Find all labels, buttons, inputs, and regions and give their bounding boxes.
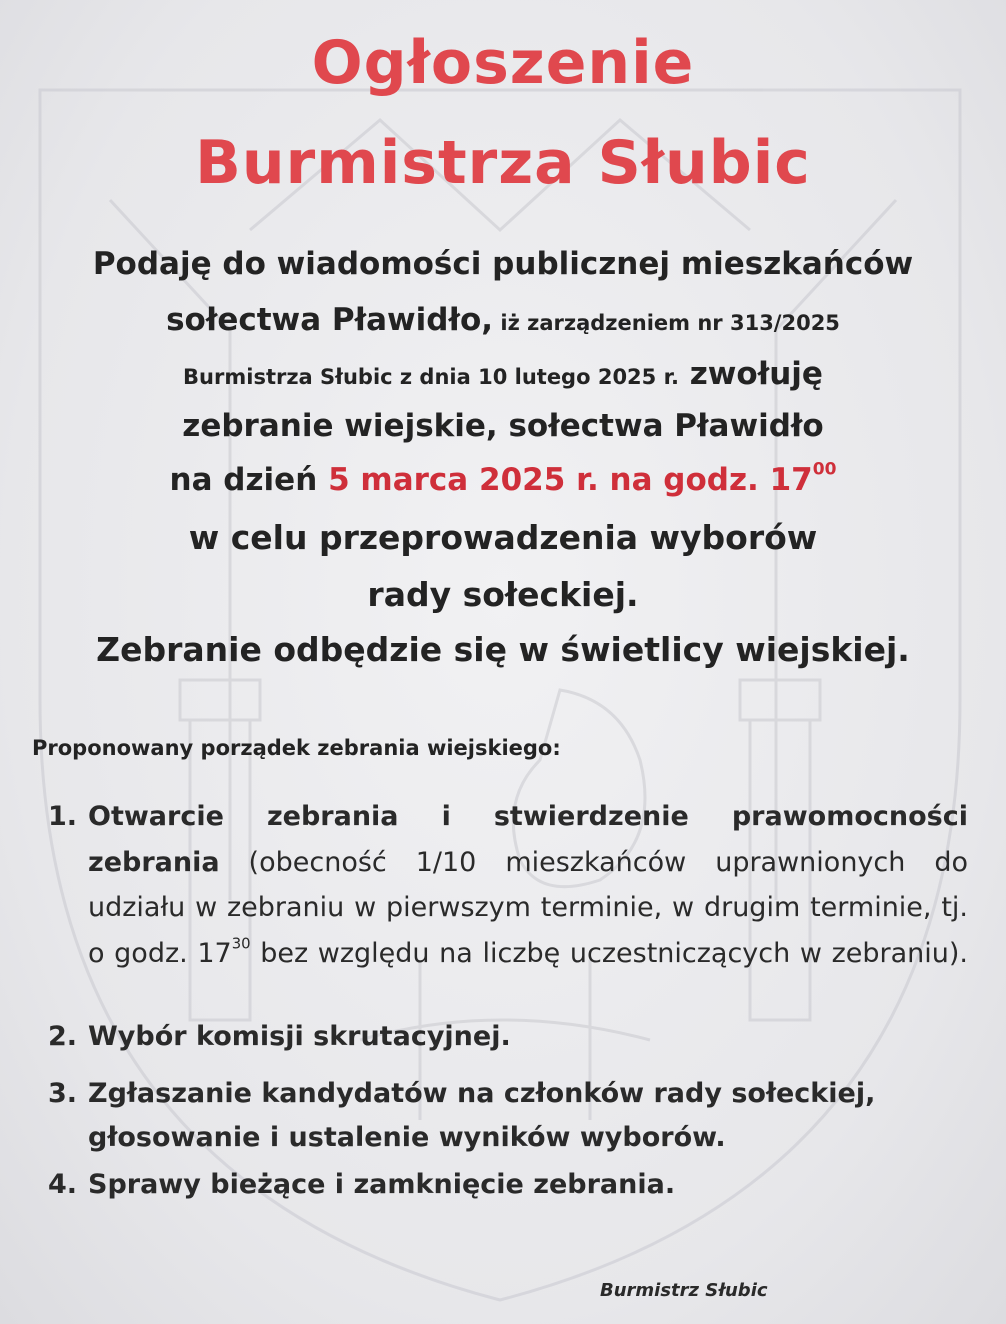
convene-word: zwołuję [678, 356, 823, 392]
signature: Burmistrz Słubic [600, 1280, 768, 1301]
announcement-line-7: rady sołeckiej. [367, 575, 639, 614]
meeting-date: 5 marca 2025 r. na godz. 17 [328, 462, 813, 498]
meeting-minutes: 00 [812, 459, 837, 480]
agenda-item-minutes: 30 [231, 934, 251, 953]
agenda-item-number: 2. [48, 1021, 78, 1052]
agenda-item-lead: Otwarcie zebrania i stwierdzenie prawomocności zebrania [88, 801, 968, 878]
agenda-item-detail: (obecność 1/10 mieszkańców uprawnionych do udziału w zebraniu w pierwszym terminie, w drugim terminie, tj. o godz. 17 [88, 846, 968, 969]
announcement-line-3 [0, 356, 1006, 392]
date-prefix: na dzień [169, 462, 329, 498]
agenda-item-1 [48, 794, 968, 976]
agenda-item-2 [48, 1018, 968, 1056]
agenda-item-number: 1. [48, 801, 78, 832]
announcement-line-1: Podaję do wiadomości publicznej mieszkańców [92, 246, 914, 282]
announcement-line-6: w celu przeprowadzenia wyborów [188, 518, 818, 557]
announcement-line-8: Zebranie odbędzie się w świetlicy wiejskiej. [96, 630, 910, 669]
agenda-item-number: 4. [48, 1169, 78, 1200]
announcement-line-2 [0, 302, 1006, 338]
village-name: sołectwa Pławidło, [166, 302, 494, 338]
ordinance-ref: iż zarządzeniem nr 313/2025 [493, 311, 840, 335]
agenda-item-text: Wybór komisji skrutacyjnej. [88, 1021, 511, 1052]
ordinance-date: Burmistrza Słubic z dnia 10 lutego 2025 r. [183, 365, 679, 389]
agenda-heading: Proponowany porządek zebrania wiejskiego: [32, 736, 561, 760]
meeting-date-time [328, 459, 837, 498]
agenda-item-text: Zgłaszanie kandydatów na członków rady sołeckiej, głosowanie i ustalenie wyników wyborów. [88, 1078, 876, 1153]
agenda-item-4 [48, 1166, 968, 1204]
agenda-item-text: Sprawy bieżące i zamknięcie zebrania. [88, 1169, 676, 1200]
title-line-2: Burmistrza Słubic [195, 128, 811, 198]
agenda-item-3 [48, 1072, 968, 1160]
agenda-item-number: 3. [48, 1078, 78, 1109]
agenda-item-text [88, 794, 968, 976]
announcement-line-5 [0, 459, 1006, 498]
agenda-item-detail-end: bez względu na liczbę uczestniczących w zebraniu). [250, 937, 968, 969]
announcement-line-4: zebranie wiejskie, sołectwa Pławidło [182, 408, 824, 444]
title-line-1: Ogłoszenie [311, 28, 695, 98]
